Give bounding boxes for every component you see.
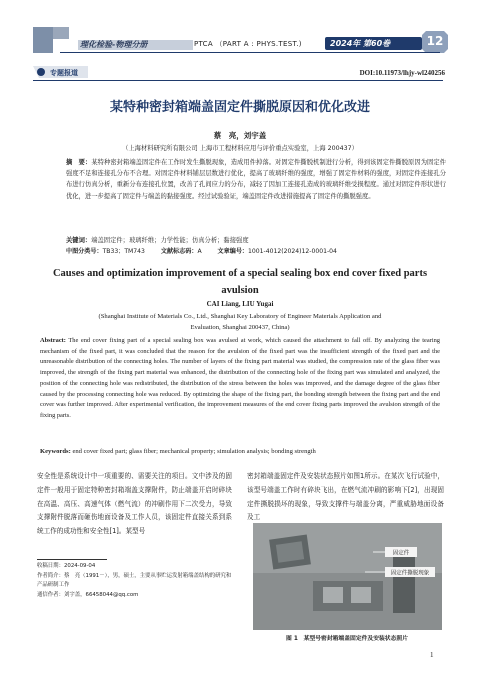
header-rule xyxy=(60,52,440,53)
clc-value: TB33；TM743 xyxy=(102,248,145,255)
title-cn: 某特种密封箱端盖固定件撕脱原因和优化改进 xyxy=(109,100,370,115)
abstract-cn-label: 摘 要： xyxy=(66,159,92,166)
abstract-en-label: Abstract: xyxy=(40,337,66,344)
figure-caption: 图 1 某型号密封箱端盖固定件及安装状态照片 xyxy=(286,636,408,642)
figure-label-avulsion: 固定件撕脱现象 xyxy=(390,570,430,577)
issue-number: 12 xyxy=(426,34,444,48)
body-text-right: 密封箱端盖固定件及安装状态照片如图1所示。在某次飞行试验中，该型号端盖工作时有碎块飞出，在燃气流冲刷的影响下[2]，出现固定件撕脱损坏的现象，导致支撑件与端盖分离，严重威胁地面设备及工 xyxy=(247,472,444,522)
figure-label-fixed-part: 固定件 xyxy=(392,550,410,557)
journal-name-en: PTCA （PART A : PHYS.TEST.) xyxy=(194,40,302,48)
footnote-received: 收稿日期：2024-09-04 xyxy=(37,563,96,569)
keywords-cn xyxy=(66,236,446,246)
abstract-en-text: The end cover fixing part of a special sealing box was avulsed at work, which caused the attachment to fall off. By analyzing the tearing mechanism of the fixed part, it was concluded that the reason for the avulsion of the fixed part was the insufficient strength of the fixed part and the unreasonable distribution of the connecting holes. The number of layers of the fixing part material was studied, the compression rate of the glass fiber was improved, the strength of the fixing part material was enhanced, the distribution of the connecting hole of the fixing part was simulated and analyzed, the position of the connecting hole was redistributed, the distribution of the stress between the holes was improved, and the damage degree of the glass fiber caused by the processing connecting hole was reduced. By optimizing the shape of the fixing part, the bonding strength between the fixing part and the end cover was further improved. After experimental verification, the improvement measures of the end cover fixing parts improved the avulsion strength of the fixing parts. xyxy=(40,337,440,419)
clc-label: 中图分类号： xyxy=(66,248,103,255)
footnote-contact: 通信作者：刘宇盖，66458044@qq.com xyxy=(37,591,139,598)
abstract-cn-text: 某特种密封箱端盖固定件在工作时发生撕脱现象，造成用件掉落。对固定件撕脱机制进行分析，得到该固定件撕脱原因为固定件强度不足和连接孔分布不合理。对固定件材料铺层层数进行优化，提高了玻璃纤维的强度，增强了固定件材料的强度，对固定件连接孔分布进行仿真分析，重新分布连接孔位置，改善了孔间应力的分布，减轻了因加工连接孔造成的玻璃纤维受损程度。通过对固定件形状进行优化，进一步提高了固定件与端盖的黏接强度。经过试验验证，端盖固定件改进措施提高了固定件的撕脱强度。 xyxy=(66,159,447,200)
title-en: Causes and optimization improvement of a special sealing box end cover fixed parts avulsion xyxy=(52,268,428,296)
affiliation-en: (Shanghai Institute of Materials Co., Ltd., Shanghai Key Laboratory of Engineer Materials Application and Evaluation, Shanghai 200437, China) xyxy=(98,313,382,331)
keywords-en xyxy=(40,447,440,457)
journal-logo-block xyxy=(33,27,53,53)
issue-label: 2024年 第60卷 xyxy=(330,39,391,48)
affiliation-cn: （上海材料研究所有限公司 上海市工程材料应用与评价重点实验室，上海 200437） xyxy=(122,145,358,152)
figure-photo xyxy=(253,523,442,630)
abstract-cn xyxy=(66,157,446,202)
page-number: 1 xyxy=(430,651,434,659)
abstract-en xyxy=(40,336,440,422)
body-text-left: 安全性是系统设计中一项重要的、需要关注的项目。文中涉及的固定件一般用于固定特种密封箱端盖支撑附件，防止端盖开启时碎块在高温、高压、高速气体（燃气流）的冲刷作用下二次受力，导致支撑附件脱落而砸伤地面设备及工作人员，该固定件直接关系到系统工作的成功性和安全性[1]。某型号 xyxy=(37,472,232,536)
authors-en: CAI Liang, LIU Yugai xyxy=(206,300,274,308)
doc-code-label: 文献标志码： xyxy=(160,248,198,255)
keywords-en-label: Keywords: xyxy=(40,448,71,455)
keywords-en-text: end cover fixed part; glass fiber; mechanical property; simulation analysis; bonding strength xyxy=(72,448,316,455)
footnote-author: 作者简介：蔡 亮（1991－），男，硕士，主要从事贮运发射箱端盖结构的研究和产品研制工作 xyxy=(37,572,232,589)
tag-rule xyxy=(33,80,443,81)
classification-line xyxy=(66,247,446,257)
issue-number-badge xyxy=(422,31,448,53)
keywords-cn-label: 关键词： xyxy=(66,237,92,244)
journal-name-cn: 理化检验-物理分册 xyxy=(80,40,148,49)
doc-code-value: A xyxy=(197,248,202,255)
figure-photo-illustration xyxy=(253,523,442,630)
doi: DOI:10.11973/lhjy-wl240256 xyxy=(359,69,445,77)
keywords-cn-text: 端盖固定件；玻璃纤维；力学性能；仿真分析；黏接强度 xyxy=(91,237,249,244)
journal-logo-block-secondary xyxy=(53,27,69,39)
article-no-value: 1001-4012(2024)12-0001-04 xyxy=(248,248,337,255)
footnote-rule xyxy=(37,559,107,560)
footnotes xyxy=(37,562,232,600)
authors-cn: 蔡 亮，刘宇盖 xyxy=(213,131,267,140)
column-tag: 专题报道 xyxy=(50,69,78,77)
article-no-label: 文章编号： xyxy=(217,248,249,255)
